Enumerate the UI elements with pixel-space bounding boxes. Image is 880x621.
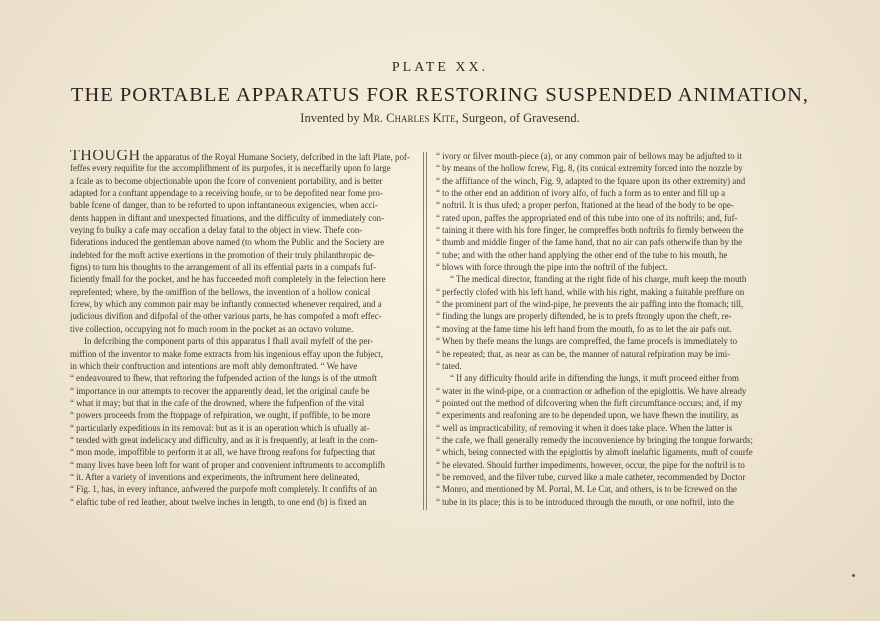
line-text: “ endeavoured to fhew, that reftoring the fufpended action of the lungs is of the utmoft xyxy=(70,373,377,384)
text-line xyxy=(436,397,772,409)
text-line xyxy=(436,298,772,310)
text-line xyxy=(436,348,772,360)
text-line xyxy=(436,150,772,162)
text-line xyxy=(70,150,412,162)
line-text: “ If any difficulty fhould arife in diftending the lungs, it muft proceed either from xyxy=(450,373,739,384)
text-line xyxy=(70,162,412,174)
text-line xyxy=(436,471,772,483)
line-text: “ When by thefe means the lungs are compreffed, the fame procefs is immediately to xyxy=(436,336,738,347)
text-line xyxy=(436,434,772,446)
line-text: “ moving at the fame time his left hand from the mouth, fo as to let the air pafs out. xyxy=(436,323,732,334)
line-text: in which their conftruction and intentions are moft ably demonftrated. “ We have xyxy=(70,360,358,371)
line-text: “ powers proceeds from the ftoppage of refpiration, we ought, if poffible, to be more xyxy=(70,410,371,421)
text-line xyxy=(70,409,412,421)
line-text: ficiently fmall for the pocket, and he has fucceeded moft completely in the felection here xyxy=(70,274,386,285)
line-text: “ ivory or filver mouth-piece (a), or any common pair of bellows may be adjufted to it xyxy=(436,151,742,161)
right-text-column xyxy=(436,150,772,508)
text-line xyxy=(70,335,412,347)
text-line xyxy=(436,323,772,335)
line-text: “ many lives have been loft for want of proper and convenient inftruments to accomplifh xyxy=(70,459,385,470)
line-text: “ experiments and reafoning are to be depended upon, we have fhewn the inutility, as xyxy=(436,410,739,421)
line-text: “ Monro, and mentioned by M. Portal, M. Le Cat, and others, is to be fcrewed on the xyxy=(436,484,737,495)
plate-number: PLATE XX. xyxy=(391,60,489,75)
line-text: “ tube in its place; this is to be introduced through the mouth, or one noftril, into the xyxy=(436,496,734,507)
line-text: bable fcene of danger, than to be reforted to upon inftantaneous exigencies, when acci- xyxy=(70,200,378,211)
line-text: the apparatus of the Royal Humane Society, defcribed in the laft Plate, pof- xyxy=(140,152,410,162)
line-text: “ noftril. It is thus ufed; a proper perfon, ftationed at the head of the body to be ope- xyxy=(436,200,734,211)
text-line xyxy=(70,273,412,285)
text-line xyxy=(70,422,412,434)
line-text: “ elaftic tube of red leather, about twelve inches in length, to one end (b) is fixed an xyxy=(70,496,367,507)
text-line xyxy=(436,409,772,421)
text-line xyxy=(70,348,412,360)
text-line xyxy=(436,212,772,224)
line-text: “ importance in our attempts to recover the apparently dead, let the original caufe be xyxy=(70,385,370,396)
line-text: fiderations induced the gentleman above named (to whom the Public and the Society are xyxy=(70,237,385,248)
text-line xyxy=(70,187,412,199)
paper-speck xyxy=(852,574,855,577)
left-text-column xyxy=(70,150,412,508)
line-text: “ mon mode, impoffible to perform it at all, we have ftrong reafons for fufpecting that xyxy=(70,447,376,458)
line-text: “ finding the lungs are properly diftended, he is to prefs ftrongly upon the cheft, re- xyxy=(436,311,732,322)
text-line xyxy=(70,286,412,298)
line-text: tive collection, occupying not fo much room in the pocket as an octavo volume. xyxy=(70,323,354,334)
text-line xyxy=(70,199,412,211)
line-text: “ tended with great indelicacy and difficulty, and as it is frequently, at leaft in the com- xyxy=(70,434,378,445)
text-line xyxy=(70,446,412,458)
text-line xyxy=(70,496,412,508)
line-text: “ Fig. 1, has, in every inftance, anfwered the purpofe moft completely. It confifts of an xyxy=(70,484,377,495)
line-text: feffes every requifite for the accomplifhment of its purpofes, it is neceffarily upon fo large xyxy=(70,163,391,174)
text-line xyxy=(436,310,772,322)
text-line xyxy=(70,397,412,409)
line-text: “ tated. xyxy=(436,360,462,371)
subtitle-suffix: , Surgeon, of Gravesend. xyxy=(455,111,580,125)
text-line xyxy=(436,249,772,261)
line-text: “ water in the wind-pipe, or a contraction or adhefion of the epiglottis. We have already xyxy=(436,385,747,396)
line-text: In defcribing the component parts of this apparatus I fhall avail myfelf of the per- xyxy=(84,336,374,347)
text-line xyxy=(70,360,412,372)
line-text: indebted for the moft active exertions in the promotion of their truly philanthropic de- xyxy=(70,249,375,260)
text-line xyxy=(436,162,772,174)
subtitle xyxy=(0,111,880,126)
text-line xyxy=(436,360,772,372)
text-line xyxy=(70,372,412,384)
text-line xyxy=(70,323,412,335)
line-text: “ to the other end an addition of ivory alfo, of fuch a form as to enter and fill up a xyxy=(436,188,726,199)
text-line xyxy=(70,385,412,397)
text-line xyxy=(436,459,772,471)
text-line xyxy=(70,224,412,236)
line-text: veying fo bulky a cafe may occafion a delay fatal to the object in view. Thefe con- xyxy=(70,225,363,236)
line-text: “ taining it there with his fore finger, he compreffes both noftrils fo firmly between the xyxy=(436,225,744,236)
line-text: dents happen in diftant and unexpected fituations, and the difficulty of immediately con- xyxy=(70,212,385,223)
line-text: “ the prominent part of the wind-pipe, he prevents the air paffing into the ftomach; till, xyxy=(436,299,744,310)
text-line xyxy=(436,236,772,248)
line-text: “ it. After a variety of inventions and experiments, the inftrument here delineated, xyxy=(70,471,360,482)
line-text: “ perfectly clofed with his left hand, while with his right, making a fuitable preffure on xyxy=(436,286,745,297)
line-text: adapted for a conftant appendage to a receiving houfe, or to be depofited near fome pro- xyxy=(70,188,383,199)
line-text: “ be repeated; that, as near as can be, the manner of natural refpiration may be imi- xyxy=(436,348,731,359)
line-text: “ pointed out the method of difcovering when the firft circumftance occurs; and, if my xyxy=(436,397,743,408)
line-text: figns) to turn his thoughts to the arrangement of all its effential parts in a compafs fuf- xyxy=(70,262,376,273)
line-text: “ the cafe, we fhall generally remedy the inconvenience by bringing the tongue forwards; xyxy=(436,434,753,445)
text-line xyxy=(436,187,772,199)
line-text: fcrew, by which any common pair may be inftantly connected whenever required, and a xyxy=(70,299,382,310)
text-line xyxy=(70,236,412,248)
line-text: “ blows with force through the pipe into the noftril of the fubject. xyxy=(436,262,668,273)
text-line xyxy=(436,224,772,236)
text-line xyxy=(436,273,772,285)
line-text: “ which, being connected with the epiglottis by almoft inelaftic ligaments, muft of courfe xyxy=(436,447,753,458)
line-text: “ what it may; but that in the cafe of the drowned, where the fufpenfion of the vital xyxy=(70,397,365,408)
line-text: “ tube; and with the other hand applying the other end of the tube to his mouth, he xyxy=(436,249,728,260)
column-divider-inner xyxy=(426,152,428,510)
text-line xyxy=(70,483,412,495)
text-line xyxy=(70,249,412,261)
text-line xyxy=(436,446,772,458)
text-line xyxy=(70,471,412,483)
line-text: reprefented; where, by the omiffion of the bellows, the invention of a hollow conical xyxy=(70,286,371,297)
text-line xyxy=(436,286,772,298)
text-line xyxy=(436,199,772,211)
text-line xyxy=(436,175,772,187)
line-text: “ the affiftance of the winch, Fig. 9, adapted to the fquare upon its other extremity) and xyxy=(436,175,746,186)
line-text: judicious divifion and difpofal of the other various parts, he has compofed a moft effec- xyxy=(70,311,382,322)
line-text: “ well as impracticability, of removing it when it does take place. When the latter is xyxy=(436,422,733,433)
subtitle-prefix: Invented by xyxy=(300,111,360,125)
author-name: Mr. Charles Kite xyxy=(362,111,456,125)
page-title: THE PORTABLE APPARATUS FOR RESTORING SUSPENDED ANIMATION, xyxy=(70,84,810,106)
text-line xyxy=(436,335,772,347)
text-line xyxy=(70,310,412,322)
text-line xyxy=(436,496,772,508)
column-divider xyxy=(423,152,425,510)
line-text: “ The medical director, ftanding at the right fide of his charge, muft keep the mouth xyxy=(450,274,747,285)
text-line xyxy=(436,483,772,495)
text-line xyxy=(70,434,412,446)
text-line xyxy=(436,261,772,273)
line-text: a fcale as to become objectionable upon the fcore of convenient portability, and is better xyxy=(70,175,383,186)
text-line xyxy=(70,261,412,273)
text-line xyxy=(70,175,412,187)
line-text: “ rated upon, paffes the appropriated end of this tube into one of its noftrils; and, fuf- xyxy=(436,212,738,223)
line-text: “ be elevated. Should further impediments, however, occur, the pipe for the noftril is to xyxy=(436,459,745,470)
text-line xyxy=(436,422,772,434)
line-text: “ by means of the hollow fcrew, Fig. 8, (its conical extremity forced into the nozzle by xyxy=(436,163,743,174)
text-line xyxy=(70,212,412,224)
text-line xyxy=(70,298,412,310)
drop-cap-word: THOUGH xyxy=(70,150,141,163)
line-text: “ be removed, and the filver tube, curved like a male catheter, recommended by Doctor xyxy=(436,471,746,482)
line-text: “ particularly expeditious in its removal: but as it is an operation which is ufually at- xyxy=(70,422,370,433)
text-line xyxy=(436,372,772,384)
line-text: miffion of the inventor to make fome extracts from his ingenious effay upon the fubject, xyxy=(70,348,383,359)
text-line xyxy=(70,459,412,471)
text-line xyxy=(436,385,772,397)
line-text: “ thumb and middle finger of the fame hand, that no air can pafs otherwife than by the xyxy=(436,237,743,248)
